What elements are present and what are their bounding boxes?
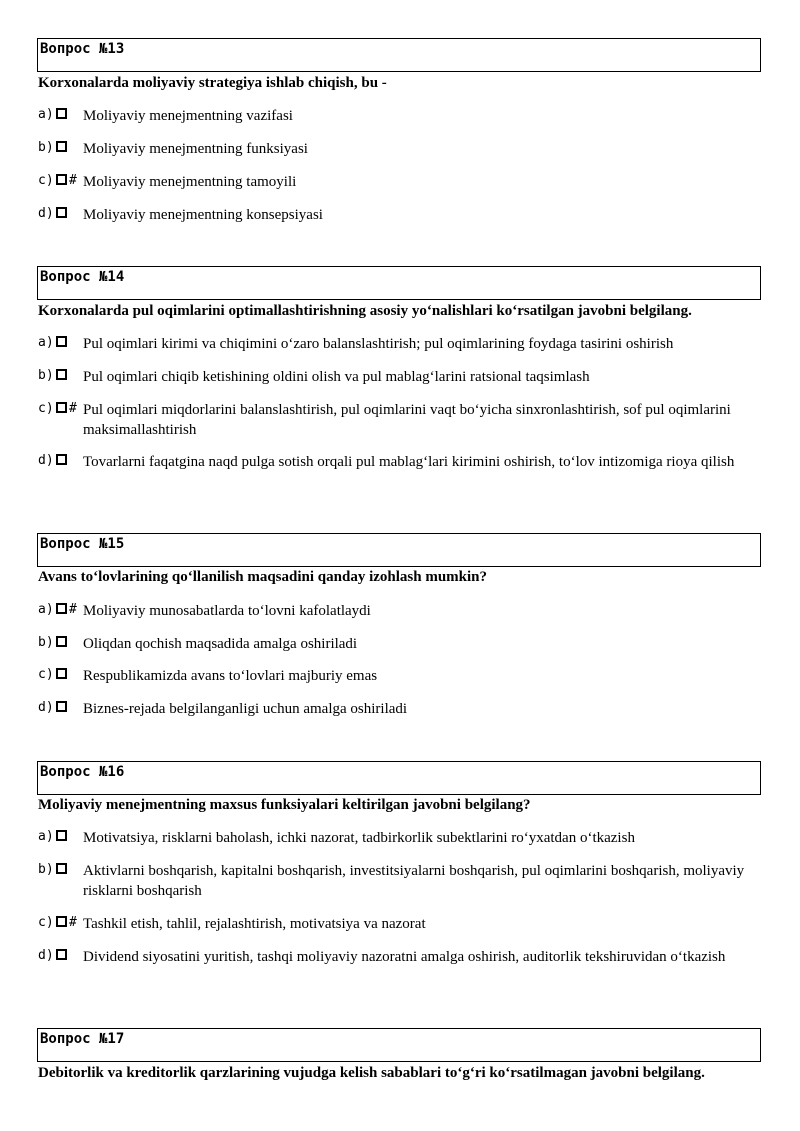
option-letter: c) — [38, 915, 54, 930]
checkbox-icon[interactable] — [56, 454, 67, 465]
checkbox-icon[interactable] — [56, 369, 67, 380]
option-letter: c) — [38, 173, 54, 188]
option-text: Pul oqimlari chiqib ketishining oldini olish va pul mablag‘larini ratsional taqsimlash — [83, 369, 590, 385]
checkbox-icon[interactable] — [56, 916, 67, 927]
option-letter: d) — [38, 948, 54, 963]
question-header: Вопрос №16 — [37, 761, 761, 795]
question-text: Korxonalarda moliyaviy strategiya ishlab chiqish, bu - — [38, 75, 387, 91]
option-letter: a) — [38, 335, 54, 350]
option-text: Moliyaviy menejmentning konsepsiyasi — [83, 207, 323, 223]
checkbox-icon[interactable] — [56, 141, 67, 152]
option-letter: d) — [38, 206, 54, 221]
option-text: Motivatsiya, risklarni baholash, ichki nazorat, tadbirkorlik subektlarini ro‘yxatdan o‘tkazish — [83, 830, 635, 846]
question-text: Avans to‘lovlarining qo‘llanilish maqsadini qanday izohlash mumkin? — [38, 569, 488, 585]
option-text: Pul oqimlari kirimi va chiqimini o‘zaro balanslashtirish; pul oqimlarining foydaga tasirini oshirish — [83, 336, 674, 352]
checkbox-icon[interactable] — [56, 336, 67, 347]
option-letter: a) — [38, 829, 54, 844]
option-letter: c) — [38, 401, 54, 416]
checkbox-icon[interactable] — [56, 949, 67, 960]
correct-mark: # — [69, 915, 77, 930]
question-header: Вопрос №13 — [37, 38, 761, 72]
checkbox-icon[interactable] — [56, 701, 67, 712]
option-letter: a) — [38, 602, 54, 617]
checkbox-icon[interactable] — [56, 668, 67, 679]
option-text: Biznes-rejada belgilanganligi uchun amalga oshiriladi — [83, 701, 408, 717]
checkbox-icon[interactable] — [56, 603, 67, 614]
checkbox-icon[interactable] — [56, 108, 67, 119]
question-header: Вопрос №17 — [37, 1028, 761, 1062]
checkbox-icon[interactable] — [56, 863, 67, 874]
correct-mark: # — [69, 173, 77, 188]
question-text: Korxonalarda pul oqimlarini optimallashtirishning asosiy yo‘nalishlari ko‘rsatilgan javobni belgilang. — [38, 303, 692, 319]
question-header: Вопрос №14 — [37, 266, 761, 300]
option-letter: b) — [38, 140, 54, 155]
option-letter: c) — [38, 667, 54, 682]
option-text: Pul oqimlari miqdorlarini balanslashtirish, pul oqimlarini vaqt bo‘yicha sinxronlashtirish, sof pul oqimlarini maksimallashtirish — [83, 402, 731, 438]
option-text: Respublikamizda avans to‘lovlari majburiy emas — [83, 668, 378, 684]
option-text: Moliyaviy menejmentning funksiyasi — [83, 141, 308, 157]
correct-mark: # — [69, 602, 77, 617]
question-text: Debitorlik va kreditorlik qarzlarining vujudga kelish sabablari to‘g‘ri ko‘rsatilmagan javobni belgilang. — [38, 1065, 705, 1081]
option-text: Aktivlarni boshqarish, kapitalni boshqarish, investitsiyalarni boshqarish, pul oqimlarini boshqarish, moliyaviy risklarni boshqarish — [83, 863, 745, 899]
correct-mark: # — [69, 401, 77, 416]
option-text: Moliyaviy menejmentning tamoyili — [83, 174, 297, 190]
option-letter: b) — [38, 635, 54, 650]
question-text: Moliyaviy menejmentning maxsus funksiyalari keltirilgan javobni belgilang? — [38, 797, 531, 813]
checkbox-icon[interactable] — [56, 174, 67, 185]
option-text: Dividend siyosatini yuritish, tashqi moliyaviy nazoratni amalga oshirish, auditorlik tekshiruvidan o‘tkazish — [83, 949, 726, 965]
option-text: Moliyaviy munosabatlarda to‘lovni kafolatlaydi — [83, 603, 371, 619]
option-letter: a) — [38, 107, 54, 122]
option-text: Moliyaviy menejmentning vazifasi — [83, 108, 293, 124]
option-text: Oliqdan qochish maqsadida amalga oshiriladi — [83, 636, 358, 652]
option-letter: d) — [38, 700, 54, 715]
option-letter: b) — [38, 368, 54, 383]
checkbox-icon[interactable] — [56, 207, 67, 218]
question-header: Вопрос №15 — [37, 533, 761, 567]
option-letter: d) — [38, 453, 54, 468]
option-text: Tashkil etish, tahlil, rejalashtirish, motivatsiya va nazorat — [83, 916, 426, 932]
option-letter: b) — [38, 862, 54, 877]
option-text: Tovarlarni faqatgina naqd pulga sotish orqali pul mablag‘lari kirimini oshirish, to‘lov intizomiga rioya qilish — [83, 454, 735, 470]
checkbox-icon[interactable] — [56, 636, 67, 647]
checkbox-icon[interactable] — [56, 402, 67, 413]
checkbox-icon[interactable] — [56, 830, 67, 841]
